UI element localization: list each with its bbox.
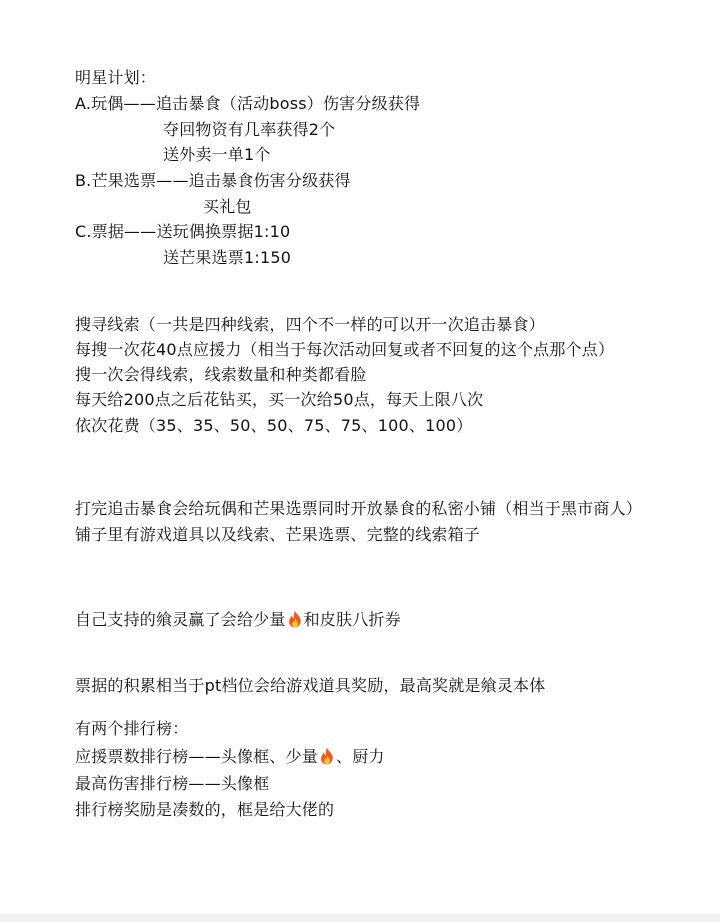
fire-icon [319, 747, 335, 765]
plan-a-line: A.玩偶——追击暴食（活动boss）伤害分级获得 [75, 94, 421, 113]
ranking-line-3: 排行榜奖励是凑数的，框是给大佬的 [75, 800, 335, 819]
clue-line-2: 每搜一次花40点应援力（相当于每次活动回复或者不回复的这个点那个点） [75, 340, 615, 359]
plan-a-detail-2: 送外卖一单1个 [163, 145, 271, 164]
shop-line-2: 铺子里有游戏道具以及线索、芒果选票、完整的线索箱子 [75, 525, 481, 544]
bottom-edge [0, 914, 720, 922]
fire-icon [287, 610, 303, 628]
ranking-title: 有两个排行榜： [75, 719, 189, 738]
clue-line-3: 搜一次会得线索，线索数量和种类都看脸 [75, 365, 367, 384]
clue-line-5: 依次花费（35、35、50、50、75、75、100、100） [75, 416, 473, 435]
clue-line-1: 搜寻线索（一共是四种线索，四个不一样的可以开一次追击暴食） [75, 315, 545, 334]
reward-text-before: 自己支持的飨灵赢了会给少量 [75, 610, 286, 629]
ranking-line-1-after: 、厨力 [336, 747, 385, 766]
plan-a-detail-1: 夺回物资有几率获得2个 [163, 120, 336, 139]
plan-c-detail-1: 送芒果选票1:150 [163, 248, 292, 267]
reward-text-after: 和皮肤八折券 [303, 610, 401, 629]
tickets-line: 票据的积累相当于pt档位会给游戏道具奖励，最高奖就是飨灵本体 [75, 676, 546, 695]
clue-line-4: 每天给200点之后花钻买，买一次给50点，每天上限八次 [75, 390, 484, 409]
plan-c-line: C.票据——送玩偶换票据1:10 [75, 222, 291, 241]
plan-b-detail-1: 买礼包 [203, 197, 252, 216]
shop-line-1: 打完追击暴食会给玩偶和芒果选票同时开放暴食的私密小铺（相当于黑市商人） [75, 499, 643, 518]
reward-line [75, 609, 401, 631]
ranking-line-2: 最高伤害排行榜——头像框 [75, 774, 270, 793]
ranking-line-1 [75, 746, 385, 768]
doc-title: 明星计划： [75, 68, 157, 87]
plan-b-line: B.芒果选票——追击暴食伤害分级获得 [75, 171, 351, 190]
ranking-line-1-before: 应援票数排行榜——头像框、少量 [75, 747, 319, 766]
